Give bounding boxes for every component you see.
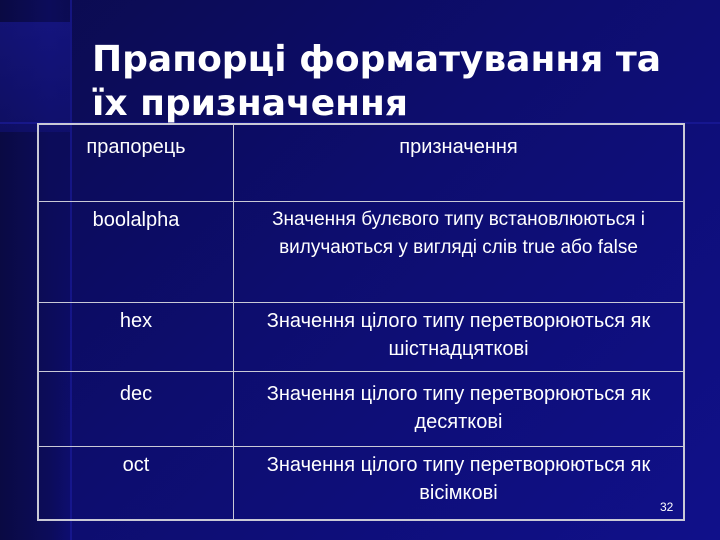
table-row [38,372,684,447]
description-cell: Значення цілого типу перетворюються як десяткові [234,372,685,447]
slide-title-line-1: Прапорці форматування та [92,39,662,80]
table-row [38,303,684,372]
description-cell: Значення булєвого типу встановлюються і вилучаються у вигляді слів true або false [234,202,685,303]
page-number: 32 [660,500,674,514]
slide-title-line-2: їх призначення [92,83,409,124]
table-row [38,447,684,521]
flag-cell: oct [38,447,234,521]
slide-title [92,38,702,126]
flag-cell: dec [38,372,234,447]
column-header-flag: прапорець [38,124,234,202]
table-row [38,202,684,303]
decorative-accent-block [0,22,70,132]
description-cell: Значення цілого типу перетворюються як вісімкові [234,447,685,521]
flag-cell: hex [38,303,234,372]
table-header-row [38,124,684,202]
description-cell: Значення цілого типу перетворюються як шістнадцяткові [234,303,685,372]
flag-cell: boolalpha [38,202,234,303]
column-header-purpose: призначення [234,124,685,202]
format-flags-table [37,123,685,521]
